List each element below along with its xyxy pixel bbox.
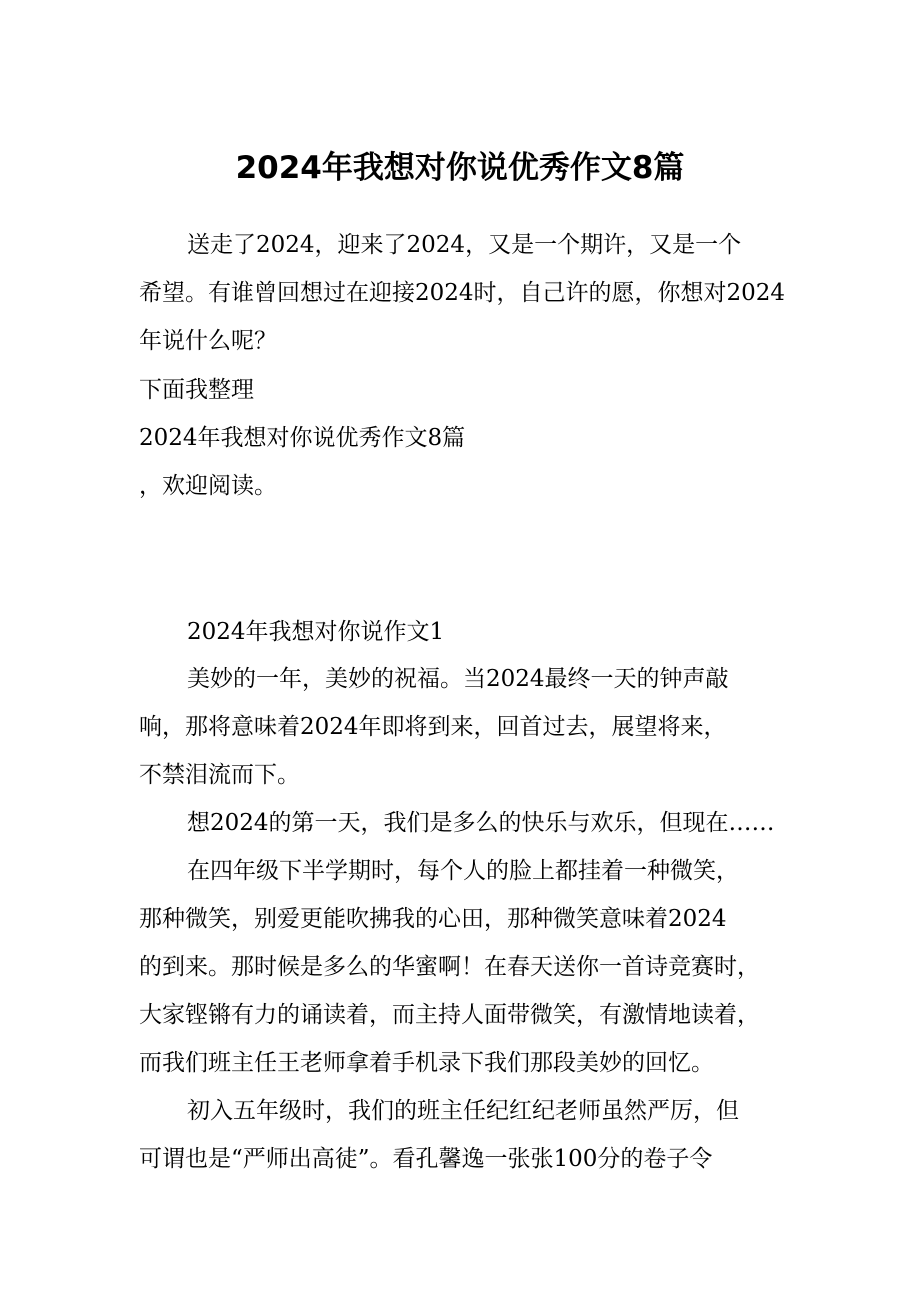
body-line-8: 大家铿锵有力的诵读着，而主持人面带微笑，有激情地读着， [139, 1002, 760, 1028]
intro-line-3: 年说什么呢？ [139, 328, 277, 354]
intro-line-6: ，欢迎阅读。 [139, 473, 277, 499]
intro-line-5: 2024年我想对你说优秀作文8篇 [139, 425, 466, 451]
body-line-5: 在四年级下半学期时，每个人的脸上都挂着一种微笑， [187, 858, 739, 884]
body-line-3: 不禁泪流而下。 [139, 762, 300, 788]
document-title: 2024年我想对你说优秀作文8篇 [235, 150, 685, 186]
body-line-6: 那种微笑，别爱更能吹拂我的心田，那种微笑意味着2024 [139, 906, 727, 932]
intro-line-2: 希望。有谁曾回想过在迎接2024时，自己许的愿，你想对2024 [139, 280, 786, 306]
body-line-9: 而我们班主任王老师拿着手机录下我们那段美妙的回忆。 [139, 1050, 714, 1076]
body-line-2: 响，那将意味着2024年即将到来，回首过去，展望将来， [139, 714, 727, 740]
body-line-7: 的到来。那时候是多么的华蜜啊！在春天送你一首诗竞赛时， [139, 954, 760, 980]
body-line-11: 可谓也是“严师出高徒”。看孔馨逸一张张100分的卷子令 [139, 1146, 713, 1172]
body-line-4: 想2024的第一天，我们是多么的快乐与欢乐，但现在…… [187, 810, 775, 836]
intro-line-4: 下面我整理 [139, 377, 254, 403]
intro-line-1: 送走了2024，迎来了2024，又是一个期许，又是一个 [187, 232, 742, 258]
body-line-10: 初入五年级时，我们的班主任纪红纪老师虽然严厉，但 [187, 1098, 739, 1124]
essay-heading: 2024年我想对你说作文1 [187, 619, 445, 645]
body-line-1: 美妙的一年，美妙的祝福。当2024最终一天的钟声敲 [187, 666, 729, 692]
